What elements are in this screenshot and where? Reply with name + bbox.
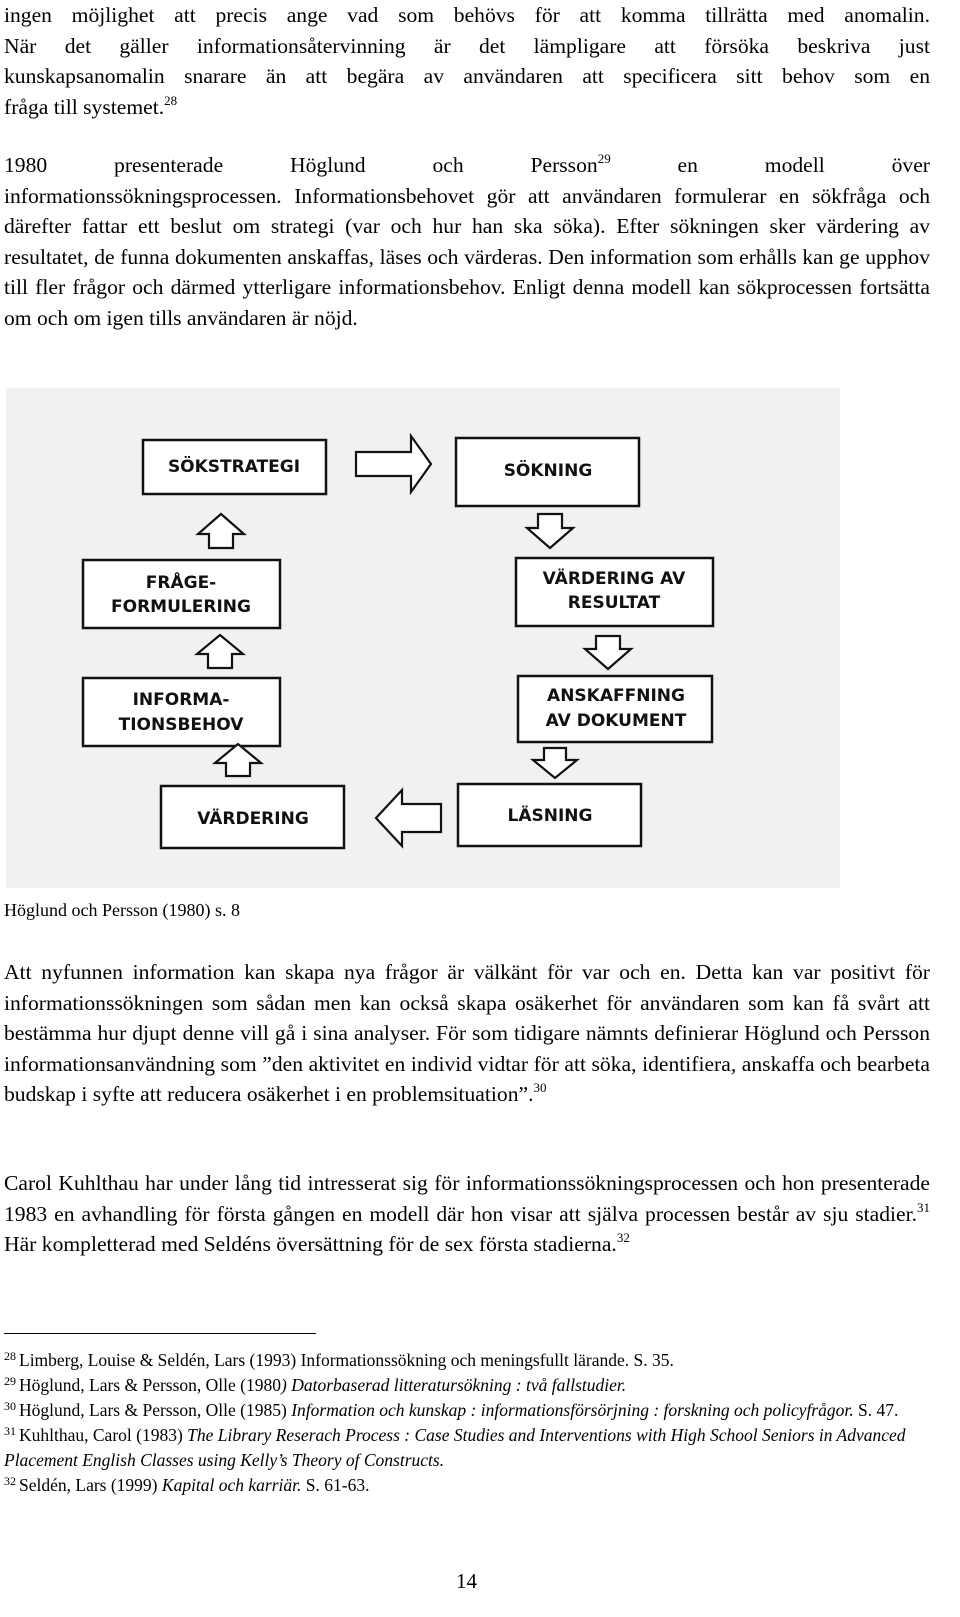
arrow-down-icon [533,748,577,778]
footnote [4,1423,930,1473]
footnote [4,1373,930,1398]
paragraph-model [4,150,930,333]
paragraph-anomaly [4,0,930,122]
label-informationsbehov-2: TIONSBEHOV [118,715,244,735]
arrow-up-icon [215,744,261,776]
paragraph-text: informationssökningsprocessen. Informationsbehovet gör att användaren formulerar en sökfråga och därefter fattar ett beslut om strategi (var och hur han ska söka). Efter sökningen sker värdering av resultatet, de funna dokumenten anskaffas, läses och värderas. Den information som erhålls kan ge upphov till fler frågor och därmed ytterligare informationsbehov. Enligt denna modell kan sökprocessen fortsätta om och om igen tills användaren är nöjd. [4,183,930,330]
footnote-number: 32 [4,1474,16,1488]
footnote-ref: 30 [533,1080,547,1095]
page-number: 14 [456,1569,477,1593]
footnote-ref: 31 [917,1199,930,1215]
footnote-title: The Library Reserach Process : Case Studies and Interventions with High School Seniors in Advanced Placement English Classes using Kelly’s Theory of Constructs. [4,1425,906,1470]
footnote-text: Höglund, Lars & Persson, Olle (1985) [19,1400,292,1420]
label-vardering-resultat-2: RESULTAT [567,593,661,613]
box-informationsbehov [83,678,280,746]
footnote [4,1473,930,1498]
paragraph-new-information [4,957,930,1110]
text-line: kunskapsanomalin snarare än att begära av användaren att specificera sitt behov som en [4,64,930,88]
arrow-down-icon [527,514,573,548]
footnote-ref: 29 [597,151,611,166]
footnote-number: 31 [4,1424,16,1438]
arrow-down-icon [585,636,631,669]
footnote-text: Kuhlthau, Carol (1983) [19,1425,188,1445]
footnote-text: S. 47. [853,1400,899,1420]
footnote [4,1398,930,1423]
paragraph-text: Carol Kuhlthau har under lång tid intresserat sig för informationssökningsprocessen och hon presenterade 1983 en avhandling för första gången en modell där hon visar att själva processen består av sju stadier. [4,1171,930,1226]
box-frageformulering [83,560,280,628]
footnote-text: S. 61-63. [301,1475,370,1495]
text-line: ingen möjlighet att precis ange vad som behövs för att komma tillrätta med anomalin. [4,3,930,27]
footnote-number: 29 [4,1374,16,1388]
text-line: När det gäller informationsåtervinning är det lämpligare att försöka beskriva just [4,33,930,58]
arrow-up-icon [197,635,243,668]
footnote-ref: 28 [164,92,178,108]
label-anskaffning-2: AV DOKUMENT [545,711,687,731]
footnote-text: Seldén, Lars (1999) [19,1475,162,1495]
footnote-title: Kapital och karriär. [161,1475,302,1495]
footnote-title: ) Datorbaserad litteratursökning : två fallstudier. [281,1375,627,1395]
label-vardering-resultat-1: VÄRDERING AV [542,569,686,589]
paragraph-text: Att nyfunnen information kan skapa nya frågor är välkänt för var och en. Detta kan var positivt för informationssökningen som sådan men kan också skapa osäkerhet för användaren som kan få svårt att bestämma hur djupt denne vill gå i sina analyser. För som tidigare nämnts definierar Höglund och Persson informationsanvändning som ”den aktivitet en individ vidtar för att söka, identifiera, anskaffa och bearbeta budskap i syfte att reducera osäkerhet i en problemsituation”. [4,960,930,1106]
label-lasning: LÄSNING [507,806,593,826]
text-fragment: 1980 presenterade Höglund och Persson [4,153,598,177]
label-vardering: VÄRDERING [197,809,309,829]
text-line [4,150,930,181]
arrow-up-icon [198,514,244,548]
paragraph-kuhlthau [4,1168,930,1260]
label-sokning: SÖKNING [503,461,593,481]
label-frageformulering-1: FRÅGE- [145,573,217,593]
text-fragment: fråga till systemet. [4,94,165,119]
label-anskaffning-1: ANSKAFFNING [547,686,685,706]
footnote-text: Limberg, Louise & Seldén, Lars (1993) Informationssökning och meningsfullt lärande. S. 35. [19,1350,674,1370]
footnote-separator [4,1333,316,1334]
figure-caption: Höglund och Persson (1980) s. 8 [4,900,240,920]
text-line [4,92,930,123]
footnote-ref: 32 [616,1230,630,1245]
paragraph-text: Här kompletterad med Seldéns översättning för de sex första stadierna. [4,1232,617,1256]
arrow-right-icon [356,436,431,492]
arrow-left-icon [376,790,441,846]
label-frageformulering-2: FORMULERING [111,597,251,617]
process-diagram [6,388,840,888]
label-informationsbehov-1: INFORMA- [132,690,230,710]
process-diagram-svg [6,388,840,888]
footnote-text: Höglund, Lars & Persson, Olle (1980 [19,1375,281,1395]
text-fragment: en modell över [610,153,930,177]
footnotes [4,1348,930,1498]
label-sokstrategi: SÖKSTRATEGI [167,457,301,477]
footnote-number: 28 [4,1349,16,1363]
footnote [4,1348,930,1373]
footnote-title: Information och kunskap : informationsförsörjning : forskning och policyfrågor. [291,1400,854,1420]
footnote-number: 30 [4,1399,16,1413]
